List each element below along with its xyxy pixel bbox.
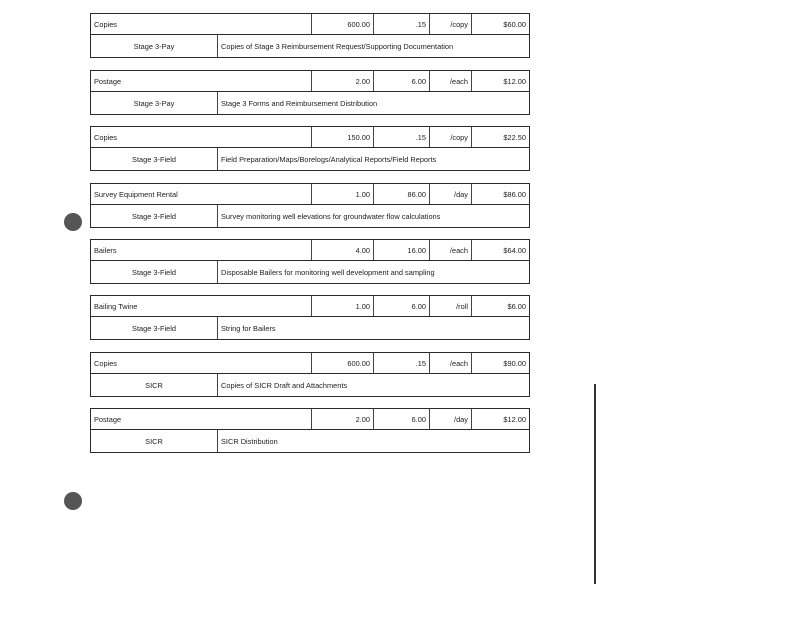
expense-description: SICR Distribution — [217, 430, 529, 452]
expense-item: Copies — [94, 19, 118, 29]
expense-rate: 16.00 — [373, 240, 429, 260]
expense-unit: /each — [429, 353, 471, 373]
expense-detail — [90, 92, 530, 115]
expense-quantity: 600.00 — [311, 14, 373, 34]
expense-stage: Stage 3-Field — [132, 267, 176, 277]
expense-entry-bailing-twine — [90, 295, 530, 340]
expense-item: Survey Equipment Rental — [94, 189, 178, 199]
punch-hole-mark — [64, 492, 82, 510]
expense-total: $64.00 — [471, 240, 529, 260]
expense-line — [90, 295, 530, 317]
expense-total: $60.00 — [471, 14, 529, 34]
expense-stage: SICR — [145, 380, 163, 390]
expense-line — [90, 183, 530, 205]
expense-item: Bailers — [94, 245, 117, 255]
expense-quantity: 2.00 — [311, 71, 373, 91]
expense-total: $86.00 — [471, 184, 529, 204]
expense-rate: 6.00 — [373, 71, 429, 91]
expense-unit: /copy — [429, 127, 471, 147]
expense-line — [90, 408, 530, 430]
expense-entry-bailers — [90, 239, 530, 284]
expense-description: Stage 3 Forms and Reimbursement Distribution — [217, 92, 529, 114]
expense-quantity: 2.00 — [311, 409, 373, 429]
expense-detail — [90, 317, 530, 340]
expense-description: Copies of Stage 3 Reimbursement Request/Supporting Documentation — [217, 35, 529, 57]
expense-unit: /roll — [429, 296, 471, 316]
expense-quantity: 1.00 — [311, 184, 373, 204]
expense-rate: 6.00 — [373, 409, 429, 429]
expense-entry-copies-stage3-field — [90, 126, 530, 171]
expense-unit: /each — [429, 240, 471, 260]
expense-entry-copies-stage3-pay — [90, 13, 530, 58]
expense-description: String for Bailers — [217, 317, 529, 339]
expense-entry-postage-stage3-pay — [90, 70, 530, 115]
expense-entry-postage-sicr — [90, 408, 530, 453]
expense-total: $12.00 — [471, 409, 529, 429]
expense-rate: .15 — [373, 14, 429, 34]
expense-unit: /copy — [429, 14, 471, 34]
expense-item: Bailing Twine — [94, 301, 138, 311]
expense-detail — [90, 148, 530, 171]
expense-description: Copies of SICR Draft and Attachments — [217, 374, 529, 396]
expense-total: $6.00 — [471, 296, 529, 316]
expense-stage: Stage 3-Field — [132, 211, 176, 221]
expense-detail — [90, 205, 530, 228]
expense-quantity: 1.00 — [311, 296, 373, 316]
expense-line — [90, 70, 530, 92]
scan-edge-line — [594, 384, 596, 584]
expense-unit: /each — [429, 71, 471, 91]
expense-quantity: 4.00 — [311, 240, 373, 260]
expense-description: Disposable Bailers for monitoring well development and sampling — [217, 261, 529, 283]
expense-item: Copies — [94, 358, 118, 368]
expense-line — [90, 13, 530, 35]
punch-hole-mark — [64, 213, 82, 231]
expense-quantity: 600.00 — [311, 353, 373, 373]
expense-description: Survey monitoring well elevations for groundwater flow calculations — [217, 205, 529, 227]
expense-rate: .15 — [373, 353, 429, 373]
expense-entry-survey-equipment — [90, 183, 530, 228]
expense-stage: Stage 3-Pay — [133, 98, 175, 108]
expense-line — [90, 239, 530, 261]
expense-stage: Stage 3-Pay — [133, 41, 175, 51]
expense-item: Copies — [94, 132, 118, 142]
expense-stage: Stage 3-Field — [132, 323, 176, 333]
expense-line — [90, 126, 530, 148]
expense-entry-copies-sicr — [90, 352, 530, 397]
expense-detail — [90, 374, 530, 397]
expense-item: Postage — [94, 76, 122, 86]
expense-unit: /day — [429, 184, 471, 204]
expense-stage: SICR — [145, 436, 163, 446]
expense-item: Postage — [94, 414, 122, 424]
expense-total: $22.50 — [471, 127, 529, 147]
expense-quantity: 150.00 — [311, 127, 373, 147]
expense-detail — [90, 430, 530, 453]
expense-rate: .15 — [373, 127, 429, 147]
expense-stage: Stage 3-Field — [132, 154, 176, 164]
expense-rate: 6.00 — [373, 296, 429, 316]
expense-detail — [90, 261, 530, 284]
expense-unit: /day — [429, 409, 471, 429]
expense-line — [90, 352, 530, 374]
expense-rate: 86.00 — [373, 184, 429, 204]
expense-total: $90.00 — [471, 353, 529, 373]
expense-total: $12.00 — [471, 71, 529, 91]
expense-description: Field Preparation/Maps/Borelogs/Analytical Reports/Field Reports — [217, 148, 529, 170]
expense-detail — [90, 35, 530, 58]
